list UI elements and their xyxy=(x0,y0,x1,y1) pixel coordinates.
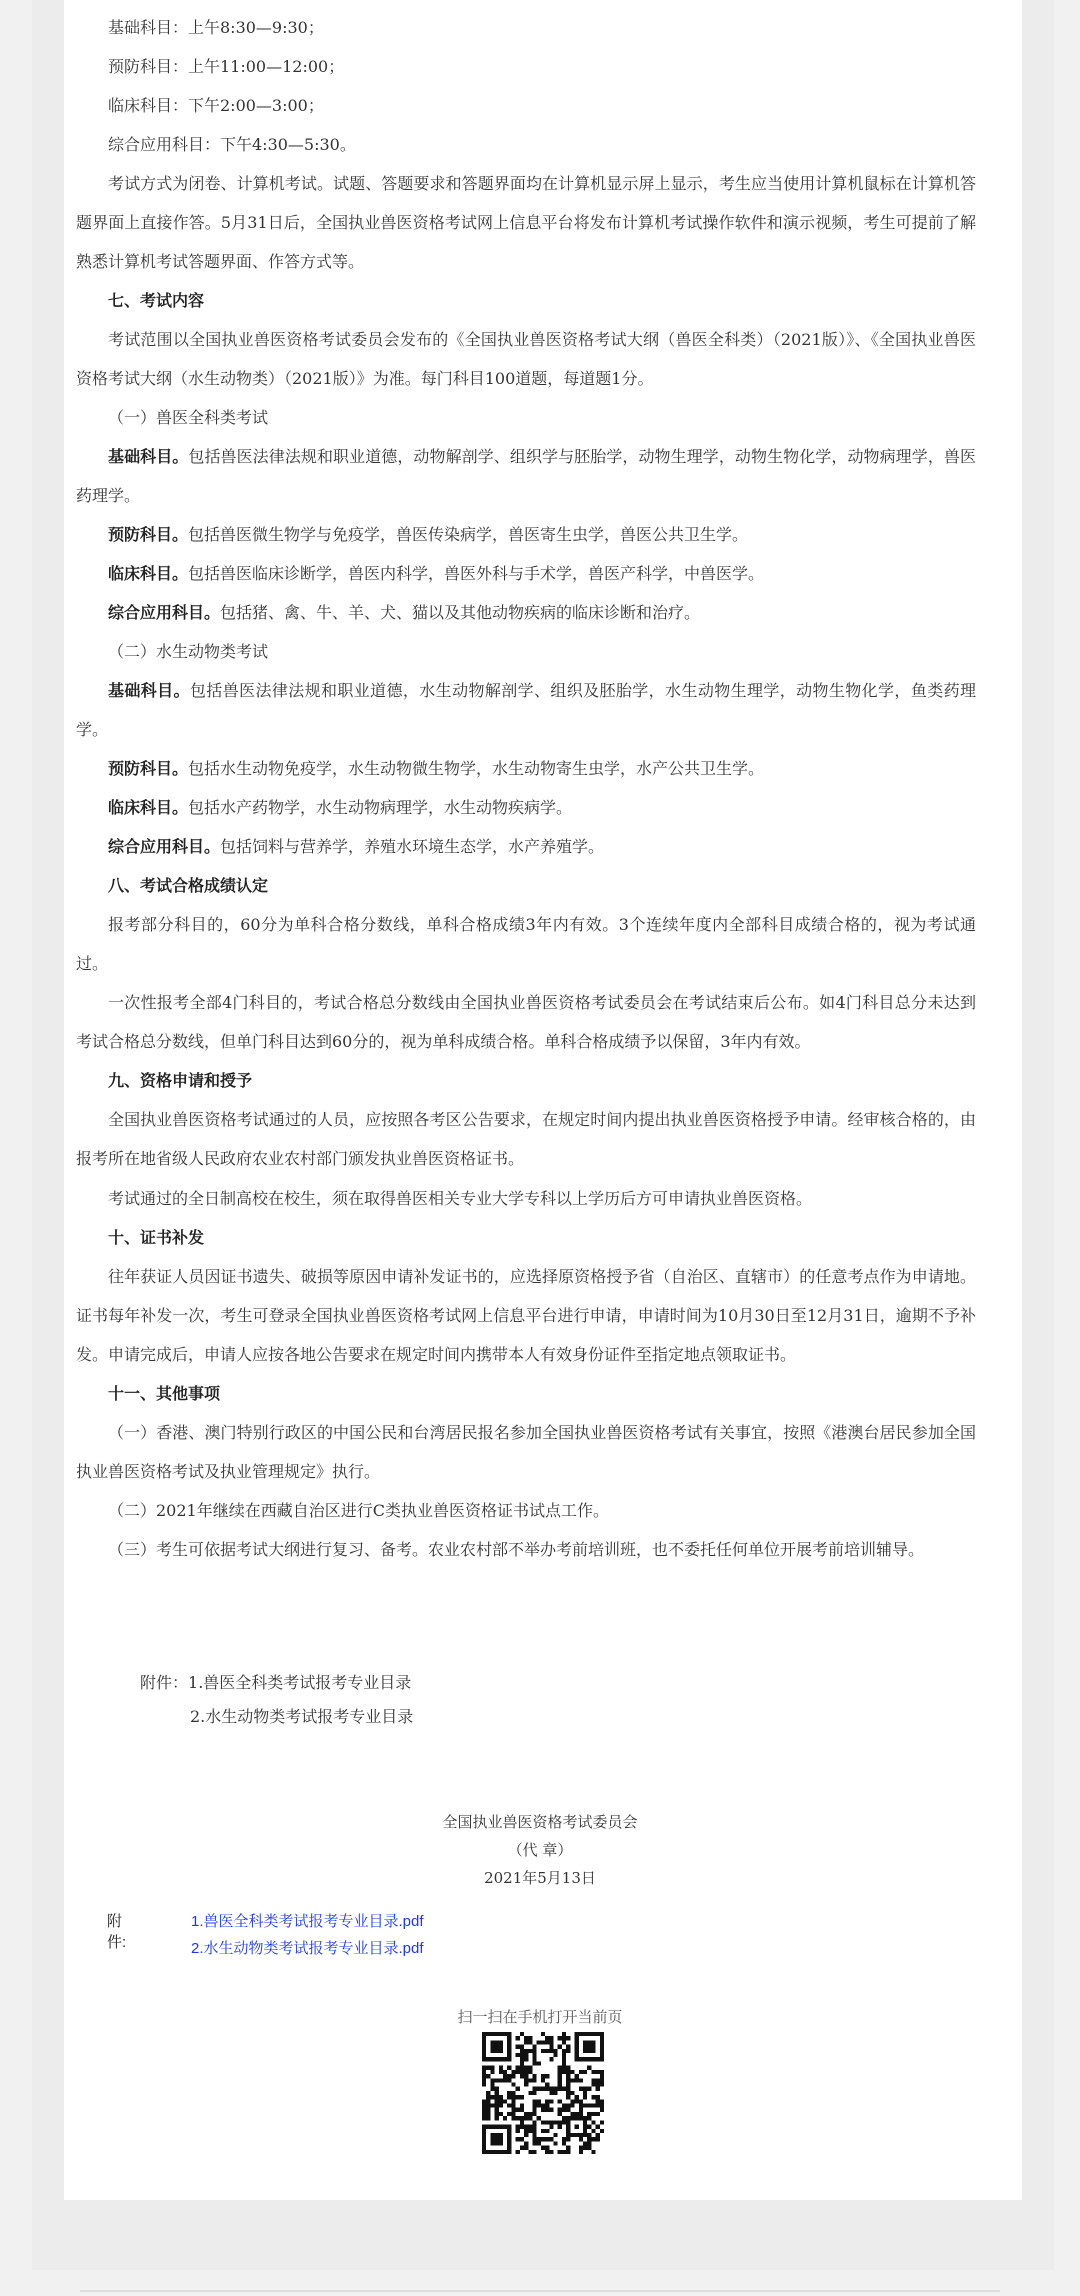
vet-category-title: （一）兽医全科类考试 xyxy=(108,408,269,427)
appendix-item-1: 1.兽医全科类考试报考专业目录 xyxy=(188,1673,412,1692)
appendix-item-2: 2.水生动物类考试报考专业目录 xyxy=(190,1707,414,1726)
schedule-prevent: 预防科目：上午11:00—12:00； xyxy=(108,57,345,76)
section11-title: 十一、其他事项 xyxy=(108,1384,221,1403)
section11-item-1: （一）香港、澳门特别行政区的中国公民和台湾居民报名参加全国执业兽医资格考试有关事宜，按照《港澳台居民参加全国执业兽医资格考试及执业管理规定》执行。 xyxy=(76,1423,976,1481)
exam-method: 考试方式为闭卷、计算机考试。试题、答题要求和答题界面均在计算机显示屏上显示，考生应当使用计算机鼠标在计算机答题界面上直接作答。5月31日后，全国执业兽医资格考试网上信息平台将发布计算机考试操作软件和演示视频，考生可提前了解熟悉计算机考试答题界面、作答方式等。 xyxy=(76,174,976,271)
aqua-clinical-subject: 临床科目。包括水产药物学，水生动物病理学，水生动物疾病学。 xyxy=(108,798,573,817)
section11-item-3: （三）考生可依据考试大纲进行复习、备考。农业农村部不举办考前培训班，也不委托任何单位开展考前培训辅导。 xyxy=(108,1540,925,1559)
schedule-clinical: 临床科目：下午2:00—3:00； xyxy=(108,96,324,115)
section9-title: 九、资格申请和授予 xyxy=(108,1071,253,1090)
signature-date: 2021年5月13日 xyxy=(484,1869,596,1887)
aqua-basic-subject: 基础科目。包括兽医法律法规和职业道德，水生动物解剖学、组织及胚胎学，水生动物生理学，动物生物化学，鱼类药理学。 xyxy=(76,681,976,739)
section9-paragraph-1: 全国执业兽医资格考试通过的人员，应按照各考区公告要求，在规定时间内提出执业兽医资格授予申请。经审核合格的，由报考所在地省级人民政府农业农村部门颁发执业兽医资格证书。 xyxy=(76,1110,976,1168)
section8-paragraph-2: 一次性报考全部4门科目的，考试合格总分数线由全国执业兽医资格考试委员会在考试结束后公布。如4门科目总分未达到考试合格总分数线，但单门科目达到60分的，视为单科成绩合格。单科合格成绩予以保留，3年内有效。 xyxy=(76,993,976,1051)
section9-paragraph-2: 考试通过的全日制高校在校生，须在取得兽医相关专业大学专科以上学历后方可申请执业兽医资格。 xyxy=(108,1189,813,1208)
vet-clinical-subject: 临床科目。包括兽医临床诊断学，兽医内科学，兽医外科与手术学，兽医产科学，中兽医学。 xyxy=(108,564,765,583)
vet-comprehensive-subject: 综合应用科目。包括猪、禽、牛、羊、犬、猫以及其他动物疾病的临床诊断和治疗。 xyxy=(108,603,701,622)
qr-caption: 扫一扫在手机打开当前页 xyxy=(457,2009,623,2026)
vet-prevent-subject: 预防科目。包括兽医微生物学与免疫学，兽医传染病学，兽医寄生虫学，兽医公共卫生学。 xyxy=(108,525,749,544)
footer-divider xyxy=(80,2290,1000,2292)
schedule-basic: 基础科目：上午8:30—9:30； xyxy=(108,18,324,37)
attachment-link-1[interactable]: 1.兽医全科类考试报考专业目录.pdf xyxy=(191,1913,424,1930)
section8-paragraph-1: 报考部分科目的，60分为单科合格分数线，单科合格成绩3年内有效。3个连续年度内全部科目成绩合格的，视为考试通过。 xyxy=(76,915,976,973)
section11-item-2: （二）2021年继续在西藏自治区进行C类执业兽医资格证书试点工作。 xyxy=(108,1501,609,1520)
appendix-label: 附件： xyxy=(140,1673,189,1692)
vet-basic-subject: 基础科目。包括兽医法律法规和职业道德，动物解剖学、组织学与胚胎学，动物生理学，动物生物化学，动物病理学，兽医药理学。 xyxy=(76,447,976,505)
aqua-comprehensive-subject: 综合应用科目。包括饲料与营养学，养殖水环境生态学，水产养殖学。 xyxy=(108,837,605,856)
appendix-line-2 xyxy=(190,1700,413,1734)
aqua-prevent-subject: 预防科目。包括水生动物免疫学，水生动物微生物学，水生动物寄生虫学，水产公共卫生学。 xyxy=(108,759,765,778)
section8-title: 八、考试合格成绩认定 xyxy=(108,876,269,895)
appendix-line-1 xyxy=(140,1666,411,1700)
section10-title: 十、证书补发 xyxy=(108,1228,205,1247)
section10-paragraph: 往年获证人员因证书遗失、破损等原因申请补发证书的，应选择原资格授予省（自治区、直辖市）的任意考点作为申请地。证书每年补发一次，考生可登录全国执业兽医资格考试网上信息平台进行申请，申请时间为10月30日至12月31日，逾期不予补发。申请完成后，申请人应按各地公告要求在规定时间内携带本人有效身份证件至指定地点领取证书。 xyxy=(76,1267,976,1364)
signature-org: 全国执业兽医资格考试委员会 xyxy=(442,1813,638,1831)
article-body xyxy=(76,8,976,1569)
section7-title: 七、考试内容 xyxy=(108,291,205,310)
schedule-comprehensive: 综合应用科目：下午4:30—5:30。 xyxy=(108,135,356,154)
attachment-label: 附件: xyxy=(107,1913,127,1951)
signature-seal: （代 章） xyxy=(507,1841,573,1859)
aqua-category-title: （二）水生动物类考试 xyxy=(108,642,269,661)
attachment-link-2[interactable]: 2.水生动物类考试报考专业目录.pdf xyxy=(191,1940,424,1957)
section7-intro: 考试范围以全国执业兽医资格考试委员会发布的《全国执业兽医资格考试大纲（兽医全科类）（2021版）》、《全国执业兽医资格考试大纲（水生动物类）（2021版）》为准。每门科目100道题，每道题1分。 xyxy=(76,330,976,388)
qr-code-icon xyxy=(482,2032,604,2154)
